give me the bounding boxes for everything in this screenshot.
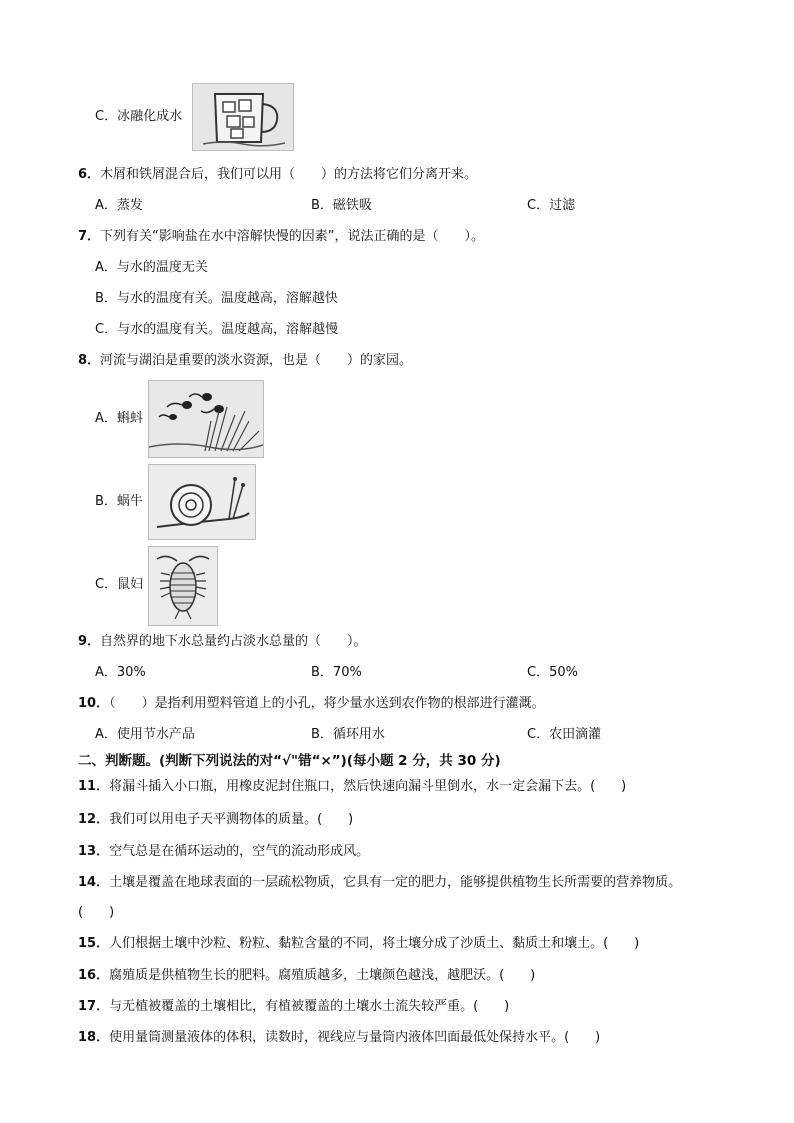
question-number: 10． bbox=[78, 696, 110, 711]
question-number: 11． bbox=[78, 779, 110, 794]
question-number: 15． bbox=[78, 936, 110, 951]
question-number: 6． bbox=[78, 167, 101, 182]
question-18 bbox=[78, 1029, 600, 1047]
question-stem: 自然界的地下水总量约占淡水总量的（ ）。 bbox=[100, 634, 367, 649]
q9-option-a: A．30% bbox=[95, 665, 146, 680]
question-number: 9． bbox=[78, 634, 101, 649]
question-8 bbox=[78, 352, 412, 370]
question-number: 16． bbox=[78, 968, 110, 983]
question-number: 8． bbox=[78, 353, 101, 368]
question-number: 17． bbox=[78, 999, 110, 1014]
question-14 bbox=[78, 874, 681, 892]
tadpole-image bbox=[148, 380, 264, 458]
q6-option-b: B．磁铁吸 bbox=[311, 198, 372, 213]
snail-image bbox=[148, 464, 256, 540]
question-9 bbox=[78, 633, 367, 651]
statement-text: 使用量筒测量液体的体积，读数时，视线应与量筒内液体凹面最低处保持水平。( ) bbox=[109, 1030, 601, 1045]
question-7 bbox=[78, 228, 484, 246]
q8-option-a: A．蝌蚪 bbox=[95, 411, 143, 426]
question-stem: 下列有关“影响盐在水中溶解快慢的因素”，说法正确的是（ ）。 bbox=[100, 229, 485, 244]
question-stem: （ ）是指利用塑料管道上的小孔，将少量水送到农作物的根部进行灌溉。 bbox=[109, 696, 545, 711]
ice-cup-image bbox=[192, 83, 294, 151]
q6-option-a: A．蒸发 bbox=[95, 198, 143, 213]
question-12 bbox=[78, 811, 353, 829]
statement-text: 与无植被覆盖的土壤相比，有植被覆盖的土壤水土流失较严重。( ) bbox=[109, 999, 510, 1014]
question-17 bbox=[78, 998, 509, 1016]
statement-text: 土壤是覆盖在地球表面的一层疏松物质，它具有一定的肥力，能够提供植物生长所需要的营养物质。 bbox=[109, 875, 682, 890]
statement-text: 腐殖质是供植物生长的肥料。腐殖质越多，土壤颜色越浅，越肥沃。( ) bbox=[109, 968, 536, 983]
statement-text: 我们可以用电子天平测物体的质量。( ) bbox=[109, 812, 354, 827]
question-stem: 河流与湖泊是重要的淡水资源，也是（ ）的家园。 bbox=[100, 353, 413, 368]
q10-option-a: A．使用节水产品 bbox=[95, 727, 195, 742]
section-title: 二、判断题。(判断下列说法的对“√"错“×”)(每小题 2 分，共 30 分) bbox=[78, 753, 501, 769]
q8-option-b: B．蜗牛 bbox=[95, 494, 143, 509]
q8-option-c: C．鼠妇 bbox=[95, 577, 144, 592]
q10-option-c: C．农田滴灌 bbox=[527, 727, 602, 742]
question-stem: 木屑和铁屑混合后，我们可以用（ ）的方法将它们分离开来。 bbox=[100, 167, 478, 182]
q5-option-c: C．冰融化成水 bbox=[95, 109, 183, 124]
statement-text: 空气总是在循环运动的，空气的流动形成风。 bbox=[109, 844, 370, 859]
question-number: 18． bbox=[78, 1030, 110, 1045]
question-6 bbox=[78, 166, 477, 184]
question-10 bbox=[78, 695, 545, 713]
statement-text: 将漏斗插入小口瓶，用橡皮泥封住瓶口，然后快速向漏斗里倒水，水一定会漏下去。( ) bbox=[109, 779, 627, 794]
q10-option-b: B．循环用水 bbox=[311, 727, 385, 742]
q9-option-c: C．50% bbox=[527, 665, 578, 680]
question-number: 7． bbox=[78, 229, 101, 244]
question-16 bbox=[78, 967, 535, 985]
question-14-answer-blank: ( ) bbox=[78, 905, 115, 920]
q9-option-b: B．70% bbox=[311, 665, 362, 680]
q7-option-c: C．与水的温度有关。温度越高，溶解越慢 bbox=[95, 322, 339, 337]
question-11 bbox=[78, 778, 626, 796]
question-number: 14． bbox=[78, 875, 110, 890]
statement-text: 人们根据土壤中沙粒、粉粒、黏粒含量的不同，将土壤分成了沙质土、黏质土和壤土。( ) bbox=[109, 936, 640, 951]
q6-option-c: C．过滤 bbox=[527, 198, 576, 213]
woodlouse-image bbox=[148, 546, 218, 626]
question-13 bbox=[78, 843, 369, 861]
question-number: 13． bbox=[78, 844, 110, 859]
q7-option-b: B．与水的温度有关。温度越高，溶解越快 bbox=[95, 291, 338, 306]
question-number: 12． bbox=[78, 812, 110, 827]
question-15 bbox=[78, 935, 639, 953]
q7-option-a: A．与水的温度无关 bbox=[95, 260, 208, 275]
